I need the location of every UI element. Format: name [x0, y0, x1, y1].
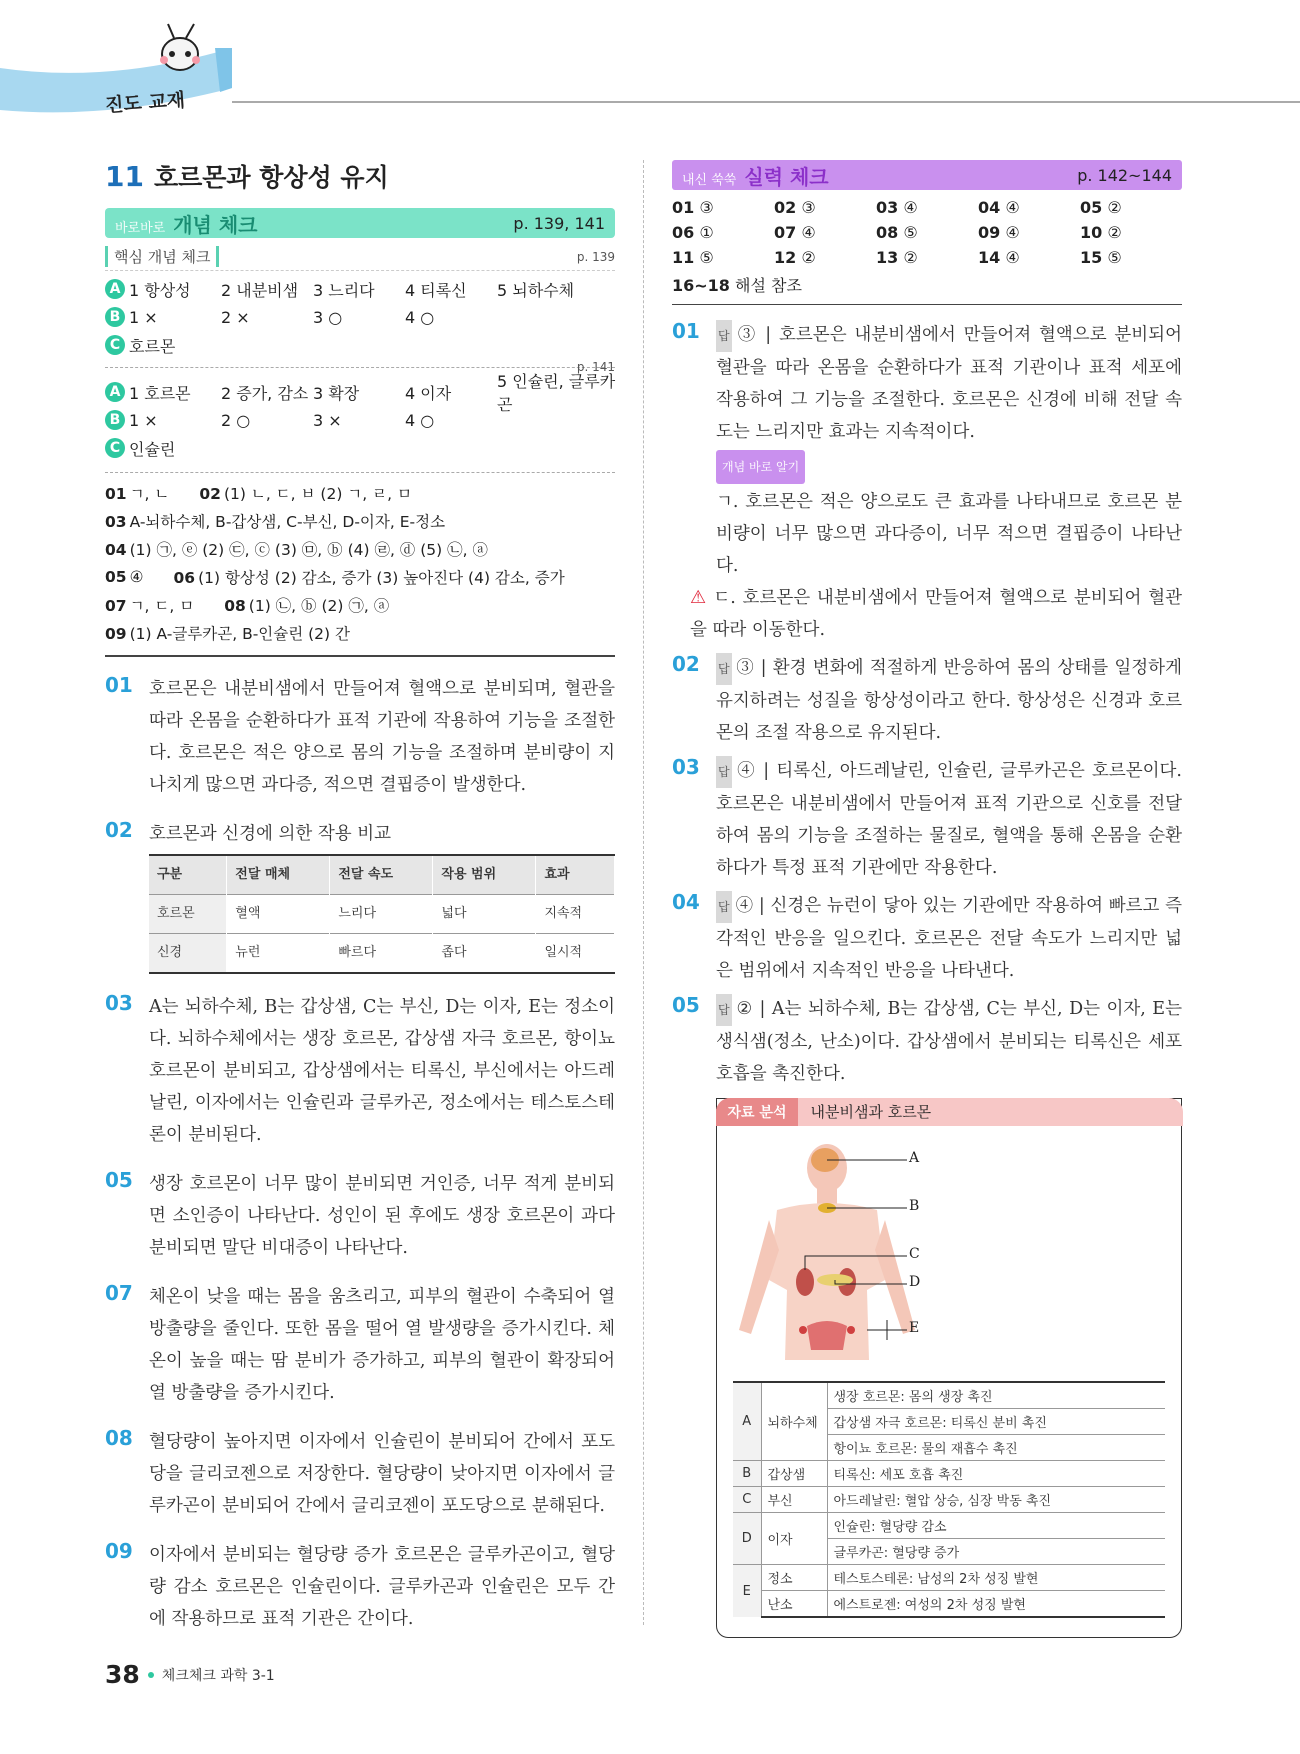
a-label-badge: A — [105, 279, 125, 299]
answer-choice: ③ — [801, 198, 816, 217]
explanation-number: 04 — [672, 890, 700, 914]
hormone-effect: 인슐린: 혈당량 감소 — [827, 1513, 1165, 1539]
table-cell: 넓다 — [433, 895, 536, 934]
explanation-item — [672, 755, 1182, 884]
hormone-effect: 항이뇨 호르몬: 물의 재흡수 촉진 — [827, 1435, 1165, 1461]
explanation-body: A는 뇌하수체, B는 갑상샘, C는 부신, D는 이자, E는 정소이다. 뇌하수체에서는 생장 호르몬, 갑상샘 자극 호르몬, 항이뇨 호르몬이 분비되고, 갑상샘에서는 티록신, 부신에서는 아드레날린, 이자에서는 인슐린과 글루카곤, 정소에서는 테스토스테론이 분비된다. — [149, 997, 615, 1145]
solid-divider — [105, 655, 615, 657]
organ-name: 난소 — [761, 1591, 827, 1618]
table-header: 작용 범위 — [433, 855, 536, 895]
explanation-text — [149, 1281, 615, 1409]
answer-choice: ② — [903, 248, 918, 267]
quick-item — [224, 594, 389, 616]
answer-cell: 2 ○ — [221, 410, 251, 430]
quick-text: (1) ㄴ, ㄷ, ㅂ (2) ㄱ, ㄹ, ㅁ — [223, 485, 412, 503]
chapter-number: 11 — [105, 160, 144, 193]
column-divider — [643, 160, 644, 1625]
gland-letter: D — [733, 1513, 761, 1565]
answer-num: 11 — [672, 248, 695, 267]
explanation-body: 티록신, 아드레날린, 인슐린, 글루카곤은 호르몬이다. 호르몬은 내분비샘에서 만들어져 표적 기관으로 신호를 전달하여 몸의 기능을 조절하는 물질로, 혈액을 통해 온몸을 순환하다가 특정 표적 기관에만 작용한다. — [716, 761, 1182, 878]
answer-num: 01 — [672, 198, 695, 217]
quick-answer-row — [105, 619, 615, 647]
body-illustration — [717, 1130, 1183, 1380]
b-label-badge: B — [105, 410, 125, 430]
answer-tag: 답 — [716, 653, 732, 685]
c-label-badge: C — [105, 438, 125, 458]
quick-item — [105, 538, 488, 560]
a-label-badge: A — [105, 382, 125, 402]
explanation-item — [105, 818, 615, 974]
table-header: 전달 속도 — [330, 855, 433, 895]
concept-line-2 — [690, 582, 1182, 646]
organ-name: 갑상샘 — [761, 1461, 827, 1487]
answer-item — [672, 198, 774, 217]
quick-item — [105, 510, 445, 532]
explanation-item — [672, 993, 1182, 1090]
answer-choice: ② — [1107, 198, 1122, 217]
table-cell: 일시적 — [536, 934, 615, 974]
answer-item — [978, 198, 1080, 217]
answer-choice: ④ — [801, 223, 816, 242]
answer-cell: 1 항상성 — [129, 280, 191, 300]
table-cell: 신경 — [149, 934, 227, 974]
panel-tab — [716, 1098, 1183, 1126]
right-explanations — [672, 319, 1182, 1090]
explanation-number: 05 — [105, 1168, 133, 1192]
quick-item — [105, 482, 169, 504]
quick-num: 06 — [173, 569, 196, 587]
gland-letter: B — [733, 1461, 761, 1487]
concept-line-1: ㄱ. 호르몬은 적은 양으로도 큰 효과를 나타내므로 호르몬 분비량이 너무 많으면 과다증이, 너무 적으면 결핍증이 나타난다. — [716, 492, 1182, 576]
quick-answer-row — [105, 507, 615, 535]
gland-letter: A — [733, 1382, 761, 1461]
quick-text: ㄱ, ㄴ — [129, 485, 170, 503]
explanation-body: 신경은 뉴런이 닿아 있는 기관에만 작용하여 빠르고 즉각적인 반응을 일으킨다. 호르몬은 전달 속도가 느리지만 넓은 범위에서 지속적인 반응을 나타낸다. — [716, 896, 1182, 981]
sub1-answers — [105, 275, 615, 359]
answer-choice: ④ — [1005, 198, 1020, 217]
bar-pages: p. 142~144 — [1077, 165, 1172, 185]
hormone-effect: 생장 호르몬: 몸의 생장 촉진 — [827, 1382, 1165, 1409]
answer-row — [105, 434, 615, 462]
table-header: 구분 — [149, 855, 227, 895]
answer-choice: ③ — [735, 325, 758, 345]
core-concept-head — [105, 246, 615, 271]
table-cell: 빠르다 — [330, 934, 433, 974]
answer-choice: ⑤ — [699, 248, 714, 267]
answer-cell: 2 내분비샘 — [221, 280, 299, 300]
quick-text: ④ — [129, 568, 144, 586]
table-header: 효과 — [536, 855, 615, 895]
quick-num: 04 — [105, 541, 127, 559]
page-footer — [105, 1660, 275, 1689]
answer-cell: 4 ○ — [405, 307, 435, 327]
endocrine-figure — [717, 1130, 1181, 1380]
solid-divider — [672, 304, 1182, 305]
answer-cell: 4 ○ — [405, 410, 435, 430]
quick-num: 01 — [105, 485, 127, 503]
answer-num: 05 — [1080, 198, 1103, 217]
skill-check-bar — [672, 160, 1182, 190]
hormone-effect: 아드레날린: 혈압 상승, 심장 박동 촉진 — [827, 1487, 1165, 1513]
answer-grid — [672, 198, 1182, 267]
answer-choice: ④ — [1005, 223, 1020, 242]
hormone-effect: 갑상샘 자극 호르몬: 티록신 분비 촉진 — [827, 1409, 1165, 1435]
answer-tag: 답 — [716, 320, 732, 352]
answer-choice: ② — [1107, 223, 1122, 242]
explanation-item — [105, 673, 615, 801]
bar-tag: 바로바로 — [115, 220, 166, 236]
answer-num: 06 — [672, 223, 695, 242]
quick-item — [105, 594, 194, 616]
quick-num: 05 — [105, 568, 127, 586]
answer-cell: 4 티록신 — [405, 280, 467, 300]
banner-label: 진도 교재 — [104, 89, 186, 117]
explanation-body: 환경 변화에 적절하게 반응하여 몸의 상태를 일정하게 유지하려는 성질을 항상성이라고 한다. 항상성은 신경과 호르몬의 조절 작용으로 유지된다. — [716, 658, 1182, 743]
answer-num: 12 — [774, 248, 797, 267]
panel-tag: 자료 분석 — [716, 1098, 799, 1126]
dashed-divider — [105, 472, 615, 473]
hormone-effect: 에스트로젠: 여성의 2차 성징 발현 — [827, 1591, 1165, 1618]
quick-text: A-뇌하수체, B-갑상샘, C-부신, D-이자, E-정소 — [129, 513, 446, 531]
quick-num: 08 — [224, 597, 246, 615]
answer-item — [978, 223, 1080, 242]
quick-item — [173, 566, 564, 588]
label-a: A — [909, 1149, 920, 1166]
answer-cell: 2 × — [221, 307, 250, 327]
explanation-item — [105, 1539, 615, 1635]
answer-num: 02 — [774, 198, 797, 217]
explanation-body: 이자에서 분비되는 혈당량 증가 호르몬은 글루카곤이고, 혈당량 감소 호르몬은 인슐린이다. 글루카곤과 인슐린은 모두 간에 작용하므로 표적 기관은 간이다. — [149, 1545, 615, 1629]
explanation-number: 01 — [105, 673, 133, 697]
answer-row — [105, 331, 615, 359]
left-column — [105, 158, 615, 1652]
explanation-text — [149, 991, 615, 1151]
quick-text: (1) 항상성 (2) 감소, 증가 (3) 높아진다 (4) 감소, 증가 — [198, 569, 565, 587]
answer-cell: 5 뇌하수체 — [497, 280, 575, 300]
answer-row — [105, 303, 615, 331]
explanation-text — [149, 673, 615, 801]
hormone-table — [733, 1381, 1165, 1618]
answer-cell: 5 인슐린, 글루카곤 — [497, 372, 616, 414]
answer-choice: ⑤ — [1107, 248, 1122, 267]
answer-item — [1080, 248, 1182, 267]
hormone-effect: 글루카곤: 혈당량 증가 — [827, 1539, 1165, 1565]
hormone-effect: 티록신: 세포 호흡 촉진 — [827, 1461, 1165, 1487]
answer-cell: 4 이자 — [405, 383, 452, 403]
explanation-text: 답 ③ | 환경 변화에 적절하게 반응하여 몸의 상태를 일정하게 유지하려는 성질을 항상성이라고 한다. 항상성은 신경과 호르몬의 조절 작용으로 유지된다. — [716, 652, 1182, 749]
quick-item — [199, 482, 412, 504]
table-header: 전달 매체 — [227, 855, 330, 895]
label-b: B — [909, 1197, 920, 1214]
explanation-body: 호르몬과 신경에 의한 작용 비교 — [149, 824, 392, 844]
mascot-icon — [150, 22, 210, 78]
sub-head-page: p. 139 — [576, 249, 615, 264]
answer-item — [774, 198, 876, 217]
explanation-body: 생장 호르몬이 너무 많이 분비되면 거인증, 너무 적게 분비되면 소인증이 나타난다. 성인이 된 후에도 생장 호르몬이 과다 분비되면 말단 비대증이 나타난다. — [149, 1174, 615, 1258]
explanation-body: 체온이 낮을 때는 몸을 움츠리고, 피부의 혈관이 수축되어 열 방출량을 줄인다. 또한 몸을 떨어 열 발생량을 증가시킨다. 체온이 높을 때는 땀 분비가 증가하고, 피부의 혈관이 확장되어 열 방출량을 증가시킨다. — [149, 1287, 615, 1403]
explanation-item — [105, 1426, 615, 1522]
explanation-number: 07 — [105, 1281, 133, 1305]
quick-text: (1) A-글루카곤, B-인슐린 (2) 간 — [129, 625, 350, 643]
quick-num: 09 — [105, 625, 127, 643]
left-explanations — [105, 673, 615, 1635]
organ-name: 뇌하수체 — [761, 1382, 827, 1461]
answer-item — [978, 248, 1080, 267]
concept-check-bar — [105, 208, 615, 238]
quick-item — [105, 622, 350, 644]
answer-choice: ④ — [903, 198, 918, 217]
c-label-badge: C — [105, 335, 125, 355]
gland-letter: C — [733, 1487, 761, 1513]
answer-cell: 2 증가, 감소 — [221, 383, 309, 403]
table-cell: 지속적 — [536, 895, 615, 934]
answer-num: 04 — [978, 198, 1001, 217]
answer-item — [774, 223, 876, 242]
answer-choice: ④ — [1005, 248, 1020, 267]
quick-num: 03 — [105, 513, 127, 531]
chapter-title — [105, 158, 615, 194]
chapter-name: 호르몬과 항상성 유지 — [153, 163, 389, 192]
comparison-table — [149, 854, 615, 974]
answer-choice: ④ — [735, 896, 754, 916]
explanation-body: A는 뇌하수체, B는 갑상샘, C는 부신, D는 이자, E는 생식샘(정소, 난소)이다. 갑상샘에서 분비되는 티록신은 세포 호흡을 촉진한다. — [716, 999, 1182, 1084]
data-analysis-panel — [716, 1098, 1182, 1638]
explanation-text: 답 ② | A는 뇌하수체, B는 갑상샘, C는 부신, D는 이자, E는 생식샘(정소, 난소)이다. 갑상샘에서 분비되는 티록신은 세포 호흡을 촉진한다. — [716, 993, 1182, 1090]
answer-tag: 답 — [716, 756, 732, 788]
answer-cell: 3 × — [313, 410, 342, 430]
explanation-number: 01 — [672, 319, 700, 343]
label-e: E — [909, 1319, 920, 1336]
answer-choice: ③ — [735, 658, 755, 678]
answer-item — [876, 198, 978, 217]
explanation-body: 혈당량이 높아지면 이자에서 인슐린이 분비되어 간에서 포도당을 글리코젠으로 저장한다. 혈당량이 낮아지면 이자에서 글루카곤이 분비되어 간에서 글리코젠이 포도당으로 분해된다. — [149, 1432, 615, 1516]
table-cell: 좁다 — [433, 934, 536, 974]
quick-answer-row — [105, 563, 615, 591]
answer-cell: 1 × — [129, 307, 158, 327]
answer-num: 07 — [774, 223, 797, 242]
answer-cell: 호르몬 — [129, 336, 176, 356]
hormone-effect: 테스토스테론: 남성의 2차 성징 발현 — [827, 1565, 1165, 1591]
quick-num: 02 — [199, 485, 221, 503]
quick-answer-row — [105, 479, 615, 507]
quick-answer-row — [105, 535, 615, 563]
concept-tag: 개념 바로 알기 — [716, 450, 805, 484]
explanation-item — [672, 652, 1182, 749]
answer-num: 15 — [1080, 248, 1103, 267]
concept-line-2-text: ㄷ. 호르몬은 내분비샘에서 만들어져 혈액으로 분비되어 혈관을 따라 이동한다. — [690, 588, 1183, 640]
answer-num: 10 — [1080, 223, 1103, 242]
explanation-text — [149, 1539, 615, 1635]
table-cell: 느리다 — [330, 895, 433, 934]
alarm-icon: ⚠ — [690, 587, 708, 608]
quick-text: (1) ㉠, ⓔ (2) ㉢, ⓒ (3) ㉤, ⓑ (4) ㉣, ⓓ (5) ㉡, ⓐ — [129, 541, 488, 559]
answer-choice: ② — [801, 248, 816, 267]
quick-text: (1) ㉡, ⓑ (2) ㉠, ⓐ — [248, 597, 390, 615]
explanation-text: 답 ④ | 신경은 뉴런이 닿아 있는 기관에만 작용하여 빠르고 즉각적인 반응을 일으킨다. 호르몬은 전달 속도가 느리지만 넓은 범위에서 지속적인 반응을 나타낸다. — [716, 890, 1182, 987]
footer-dot — [148, 1672, 154, 1678]
answer-num: 09 — [978, 223, 1001, 242]
explanation-number: 02 — [672, 652, 700, 676]
answer-choice: ④ — [735, 761, 757, 781]
table-cell: 호르몬 — [149, 895, 227, 934]
answer-row — [105, 372, 616, 414]
answers-note: 16~18 해설 참조 — [672, 276, 802, 295]
answer-item — [876, 223, 978, 242]
answer-num: 13 — [876, 248, 899, 267]
bar-title: 실력 체크 — [744, 164, 829, 189]
table-cell: 혈액 — [227, 895, 330, 934]
explanation-number: 03 — [672, 755, 700, 779]
explanation-text — [149, 1168, 615, 1264]
explanation-item — [672, 890, 1182, 987]
explanation-number: 05 — [672, 993, 700, 1017]
answer-choice: ⑤ — [903, 223, 918, 242]
organ-name: 이자 — [761, 1513, 827, 1565]
answer-tag: 답 — [716, 994, 732, 1026]
answer-item — [672, 223, 774, 242]
organ-name: 부신 — [761, 1487, 827, 1513]
answer-item — [876, 248, 978, 267]
answer-cell: 3 ○ — [313, 307, 343, 327]
quick-item — [105, 568, 143, 586]
panel-title: 내분비샘과 호르몬 — [810, 1103, 932, 1121]
explanation-item — [105, 1281, 615, 1409]
explanation-text — [149, 1426, 615, 1522]
table-cell: 뉴런 — [227, 934, 330, 974]
explanation-item — [672, 319, 1182, 646]
explanation-item — [105, 1168, 615, 1264]
explanation-body: 호르몬은 내분비샘에서 만들어져 혈액으로 분비되어 혈관을 따라 온몸을 순환하다가 표적 기관이나 표적 세포에 작용하여 그 기능을 조절한다. 호르몬은 신경에 비해 전달 속도는 느리지만 효과는 지속적이다. — [716, 325, 1182, 442]
answer-cell: 1 호르몬 — [129, 383, 191, 403]
explanation-number: 02 — [105, 818, 133, 842]
header-rule — [232, 101, 1300, 103]
bar-pages: p. 139, 141 — [513, 213, 605, 233]
answer-cell: 인슐린 — [129, 439, 176, 459]
sub2-answers — [105, 372, 616, 462]
answer-num: 14 — [978, 248, 1001, 267]
quick-answers — [105, 479, 615, 647]
answer-item — [672, 248, 774, 267]
explanation-text — [149, 818, 615, 974]
sub2-page: p. 141 — [576, 360, 615, 374]
answer-row — [105, 275, 615, 303]
quick-text: ㄱ, ㄷ, ㅁ — [129, 597, 195, 615]
explanation-number: 08 — [105, 1426, 133, 1450]
answer-item — [1080, 198, 1182, 217]
b-label-badge: B — [105, 307, 125, 327]
explanation-number: 03 — [105, 991, 133, 1015]
explanation-text: 답 ④ | 티록신, 아드레날린, 인슐린, 글루카곤은 호르몬이다. 호르몬은 내분비샘에서 만들어져 표적 기관으로 신호를 전달하여 몸의 기능을 조절하는 물질로, 혈액을 통해 온몸을 순환하다가 특정 표적 기관에만 작용한다. — [716, 755, 1182, 884]
organ-name: 정소 — [761, 1565, 827, 1591]
answer-num: 08 — [876, 223, 899, 242]
bar-tag: 내신 쑥쑥 — [682, 172, 737, 188]
answer-item — [774, 248, 876, 267]
answer-choice: ② — [735, 999, 754, 1019]
answer-tag: 답 — [716, 891, 732, 923]
answer-cell: 3 느리다 — [313, 280, 375, 300]
quick-answer-row — [105, 591, 615, 619]
book-title: 체크체크 과학 3-1 — [161, 1667, 275, 1684]
answer-choice: ③ — [699, 198, 714, 217]
explanation-item — [105, 991, 615, 1151]
explanation-number: 09 — [105, 1539, 133, 1563]
answer-cell: 1 × — [129, 410, 158, 430]
label-c: C — [909, 1245, 920, 1262]
explanation-text: 답 ③ | 호르몬은 내분비샘에서 만들어져 혈액으로 분비되어 혈관을 따라 온몸을 순환하다가 표적 기관이나 표적 세포에 작용하여 그 기능을 조절한다. 호르몬은 신경에 비해 전달 속도는 느리지만 효과는 지속적이다. 개념 바로 알기 ㄱ. 호르몬은 적은 양으로도 큰 효과를 나타내므로 호르몬 분비량이 너무 많으면 과다증이, 너무 적으면 결핍증이 나타난다. ⚠ ㄷ. 호르몬은 내분비샘에서 만들어져 혈액으로 분비되어 혈관을 따라 이동한다. — [716, 319, 1182, 646]
answer-cell: 3 확장 — [313, 383, 360, 403]
page-number: 38 — [105, 1660, 140, 1689]
answer-choice: ① — [699, 223, 714, 242]
gland-letter: E — [733, 1565, 761, 1618]
answer-num: 03 — [876, 198, 899, 217]
bar-title: 개념 체크 — [173, 212, 258, 237]
label-d: D — [909, 1273, 921, 1290]
right-column — [672, 158, 1182, 1638]
sub-head-title: 핵심 개념 체크 — [105, 246, 219, 267]
explanation-body: 호르몬은 내분비샘에서 만들어져 혈액으로 분비되며, 혈관을 따라 온몸을 순환하다가 표적 기관에 작용하여 기능을 조절한다. 호르몬은 적은 양으로 몸의 기능을 조절하며 분비량이 지나치게 많으면 과다증, 적으면 결핍증이 발생한다. — [149, 679, 615, 795]
answer-item — [1080, 223, 1182, 242]
quick-num: 07 — [105, 597, 127, 615]
